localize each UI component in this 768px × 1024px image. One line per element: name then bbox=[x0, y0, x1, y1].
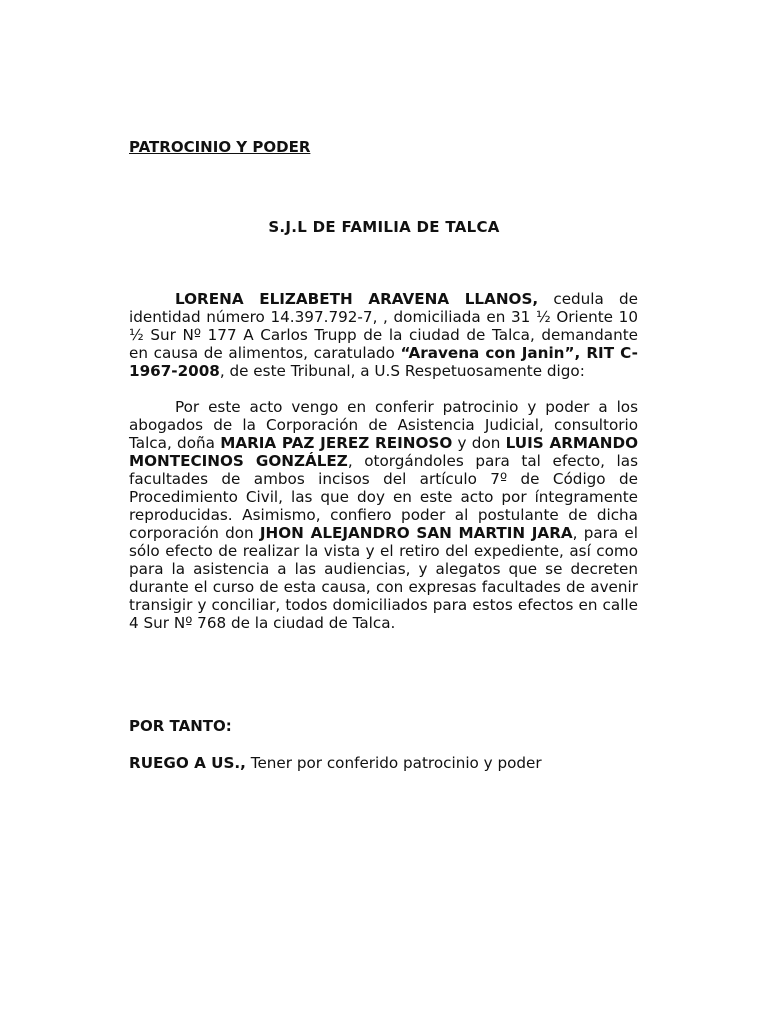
request-label: RUEGO A US., bbox=[129, 754, 246, 772]
paragraph-presentation bbox=[129, 290, 638, 380]
grant-scope: , para el sólo efecto de realizar la vista y el retiro del expediente, así como para la asistencia a las audiencias, y alegatos que se decreten durante el curso de esta causa, con expresas facultades de avenir transigir y conciliar, todos domiciliados para estos efectos en calle 4 Sur Nº 768 de la ciudad de Talca. bbox=[129, 524, 638, 632]
document-title: PATROCINIO Y PODER bbox=[129, 138, 311, 156]
grant-faculties: , otorgándoles para tal efecto, las facultades de ambos incisos del artículo 7º de Código de Procedimiento Civil, las que doy en este acto por íntegramente reproducidas. Asimismo, confiero poder al postulante de dicha corporación don bbox=[129, 452, 638, 542]
grant-connector: y don bbox=[452, 434, 506, 452]
por-tanto-heading: POR TANTO: bbox=[129, 717, 232, 735]
request-text: Tener por conferido patrocinio y poder bbox=[245, 754, 542, 772]
postulante-name: JHON ALEJANDRO SAN MARTIN JARA bbox=[259, 524, 573, 542]
lawyer-1-name: MARIA PAZ JEREZ REINOSO bbox=[220, 434, 453, 452]
court-heading: S.J.L DE FAMILIA DE TALCA bbox=[268, 218, 500, 236]
plaintiff-name: LORENA ELIZABETH ARAVENA LLANOS, bbox=[175, 290, 539, 308]
paragraph-closing: , de este Tribunal, a U.S Respetuosamente digo: bbox=[219, 362, 585, 380]
document-body bbox=[129, 290, 638, 632]
case-title: “Aravena con Janin”, RIT C-1967-2008 bbox=[129, 344, 638, 380]
lawyer-2-name: LUIS ARMANDO MONTECINOS GONZÁLEZ bbox=[129, 434, 639, 470]
paragraph-grant-of-power bbox=[129, 398, 638, 632]
plaintiff-details: cedula de identidad número 14.397.792-7, , domiciliada en 31 ½ Oriente 10 ½ Sur Nº 177 A Carlos Trupp de la ciudad de Talca, demandante en causa de alimentos, caratulado bbox=[129, 290, 638, 362]
request-line bbox=[129, 754, 542, 772]
grant-intro: Por este acto vengo en conferir patrocinio y poder a los abogados de la Corporación de Asistencia Judicial, consultorio Talca, doña bbox=[129, 398, 638, 452]
